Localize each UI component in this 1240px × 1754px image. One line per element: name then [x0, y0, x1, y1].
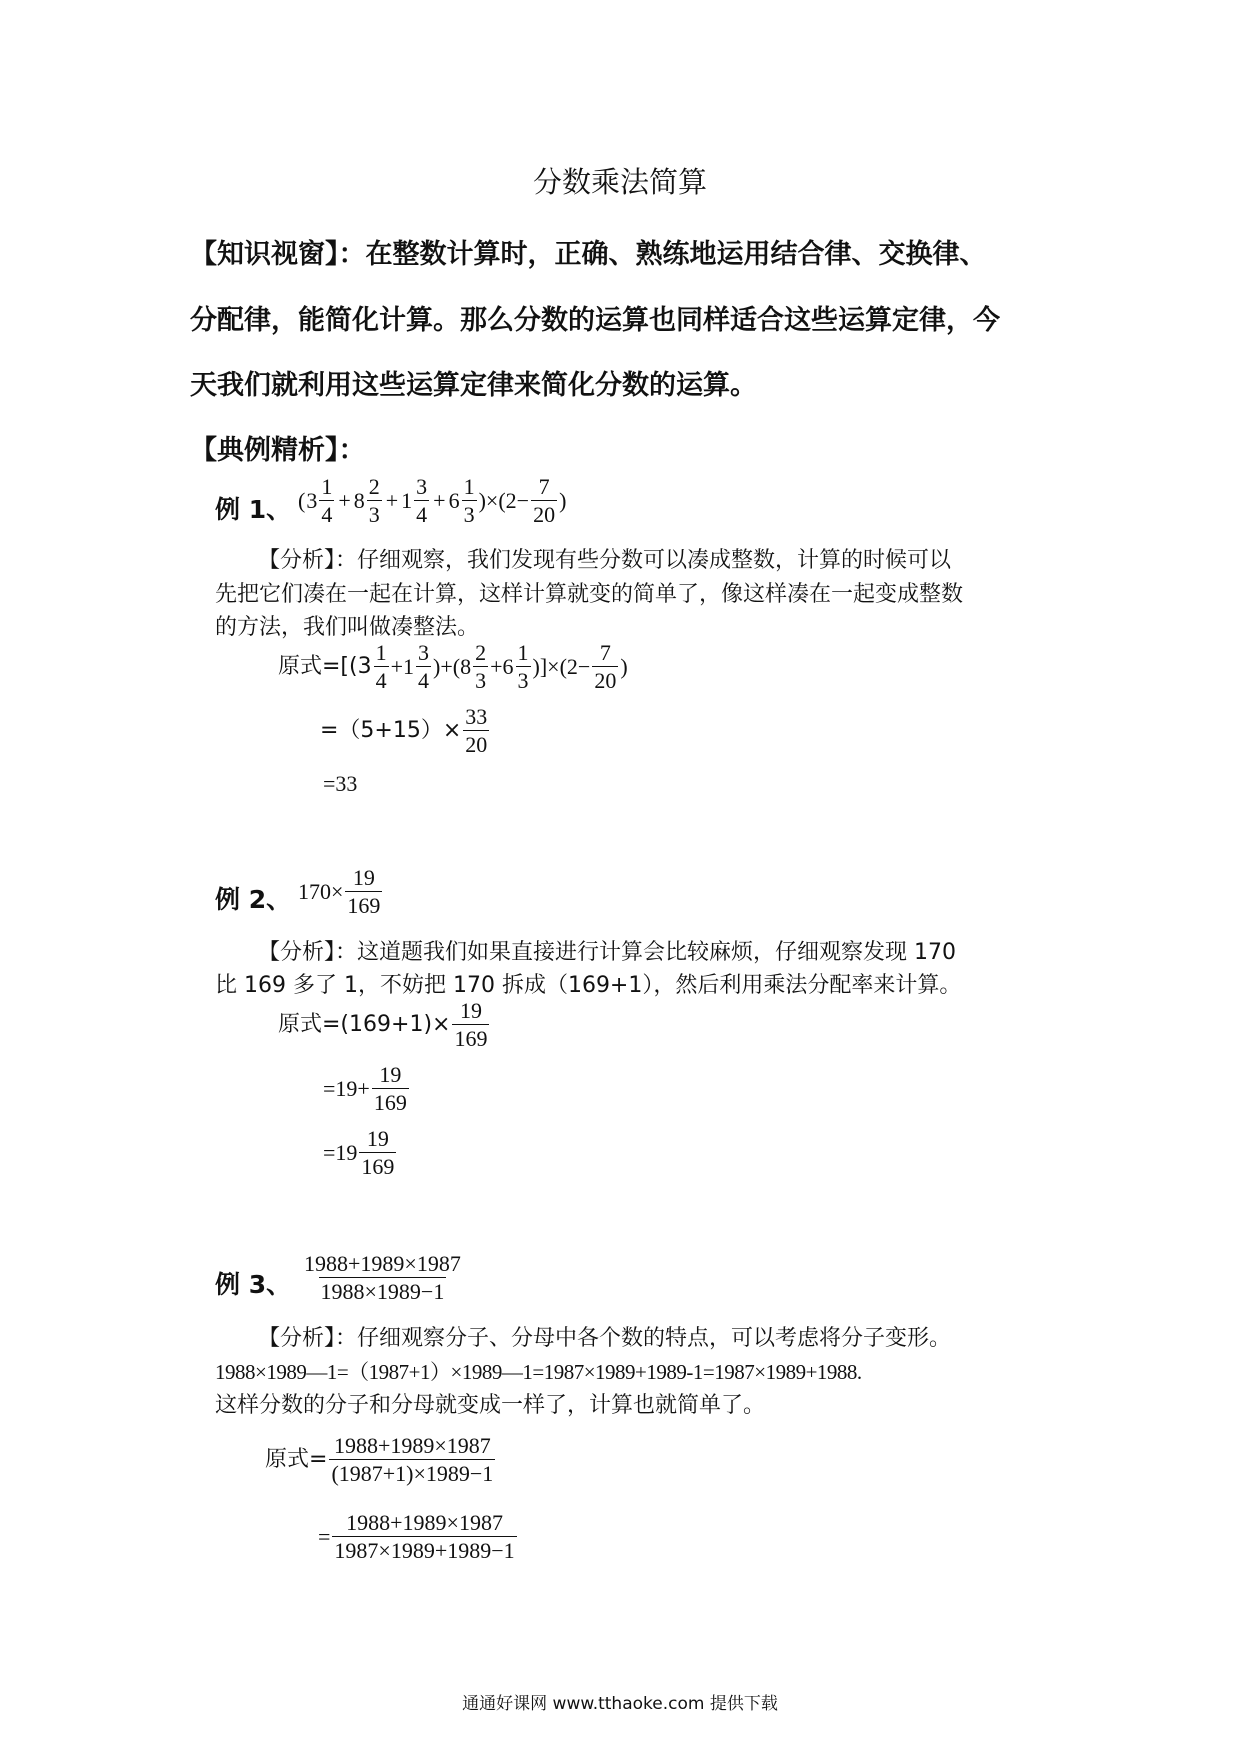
fraction: $\frac{1}{4}$ — [321, 474, 333, 527]
fraction: $\frac{1988+1989\times 1987}{(1987+1)\times 1989-1}$ — [331, 1433, 494, 1486]
page-title: 分数乘法简算 — [532, 165, 707, 199]
fraction: $\frac{1988+1989\times 1987}{1987\times 1989+1989-1}$ — [334, 1510, 515, 1563]
fraction: $\frac{1}{3}$ — [463, 474, 475, 527]
example-2-analysis-2: 比 169 多了 1，不妨把 170 拆成（169+1），然后利用乘法分配率来计算。 — [215, 973, 962, 998]
example-3-problem — [300, 1253, 465, 1303]
fraction: $\frac{7}{20}$ — [594, 640, 617, 693]
fraction: $\frac{1}{3}$ — [517, 640, 529, 693]
fraction: $\frac{19}{169}$ — [454, 998, 488, 1051]
example-1-analysis-2: 先把它们凑在一起在计算，这样计算就变的简单了，像这样凑在一起变成整数 — [215, 582, 964, 607]
footer-credit: 通通好课网 www.tthaoke.com 提供下载 — [462, 1694, 778, 1714]
example-1-analysis-3: 的方法，我们叫做凑整法。 — [215, 615, 480, 640]
fraction: $\frac{19}{169}$ — [347, 865, 381, 918]
example-2-problem: 170× $\frac{19}{169}$ — [298, 865, 381, 918]
example-1-solution-3: =33 — [323, 771, 358, 796]
example-1-solution-2: =（5+15）× $\frac{33}{20}$ — [320, 704, 488, 757]
fraction: $\frac{19}{169}$ — [361, 1126, 395, 1179]
example-3-solution-2: = $\frac{1988+1989\times 1987}{1987\times 1989+1989-1}$ — [318, 1510, 515, 1563]
fraction: $\frac{7}{20}$ — [533, 474, 556, 527]
fraction: $\frac{33}{20}$ — [465, 704, 488, 757]
example-3-solution-1: 原式= $\frac{1988+1989\times 1987}{(1987+1)\times 1989-1}$ — [265, 1433, 494, 1486]
example-1-solution-1: 原式=[(3 $\frac{1}{4}$ +1 $\frac{3}{4}$ )+(8 $\frac{2}{3}$ +6 $\frac{1}{3}$ )]×(2− $\frac{7}{20}$ ) — [278, 640, 628, 693]
example-3-analysis-3: 这样分数的分子和分母就变成一样了，计算也就简单了。 — [215, 1393, 766, 1418]
section-heading: 【典例精析】： — [190, 435, 366, 466]
knowledge-line-1: 【知识视窗】：在整数计算时，正确、熟练地运用结合律、交换律、 — [190, 239, 987, 270]
example-2-solution-2: =19+ $\frac{19}{169}$ — [323, 1062, 407, 1115]
fraction: $\frac{3}{4}$ — [416, 474, 428, 527]
example-3-label: 例 3、 — [215, 1270, 292, 1299]
fraction: $\frac{3}{4}$ — [418, 640, 430, 693]
knowledge-line-2: 分配律，能简化计算。那么分数的运算也同样适合这些运算定律，今 — [190, 305, 1000, 336]
example-3-analysis-2: 1988×1989—1=（1987+1）×1989—1=1987×1989+1989-1=1987×1989+1988. — [215, 1360, 862, 1384]
example-1-label: 例 1、 — [215, 495, 292, 524]
fraction: $\frac{2}{3}$ — [368, 474, 380, 527]
example-2-solution-3: =19 $\frac{19}{169}$ — [323, 1126, 395, 1179]
example-2-analysis-1: 【分析】：这道题我们如果直接进行计算会比较麻烦，仔细观察发现 170 — [258, 940, 956, 965]
fraction: $\frac{19}{169}$ — [373, 1062, 407, 1115]
example-2-solution-1: 原式=(169+1)× $\frac{19}{169}$ — [278, 998, 488, 1051]
fraction: $\frac{1}{4}$ — [375, 640, 387, 693]
example-3-analysis-1: 【分析】：仔细观察分子、分母中各个数的特点，可以考虑将分子变形。 — [258, 1326, 952, 1351]
fraction: $\frac{1988+1989\times 1987}{1988\times 1989-1}$ — [304, 1251, 461, 1304]
example-1-problem: ( 3 $\frac{1}{4}$ + 8 $\frac{2}{3}$ + 1 $\frac{3}{4}$ + 6 $\frac{1}{3}$ )×(2− $\frac{7}{20}$ ) — [298, 474, 567, 527]
example-1-analysis-1: 【分析】：仔细观察，我们发现有些分数可以凑成整数，计算的时候可以 — [258, 548, 952, 573]
example-2-label: 例 2、 — [215, 885, 292, 914]
fraction: $\frac{2}{3}$ — [475, 640, 487, 693]
knowledge-line-3: 天我们就利用这些运算定律来简化分数的运算。 — [190, 370, 757, 401]
